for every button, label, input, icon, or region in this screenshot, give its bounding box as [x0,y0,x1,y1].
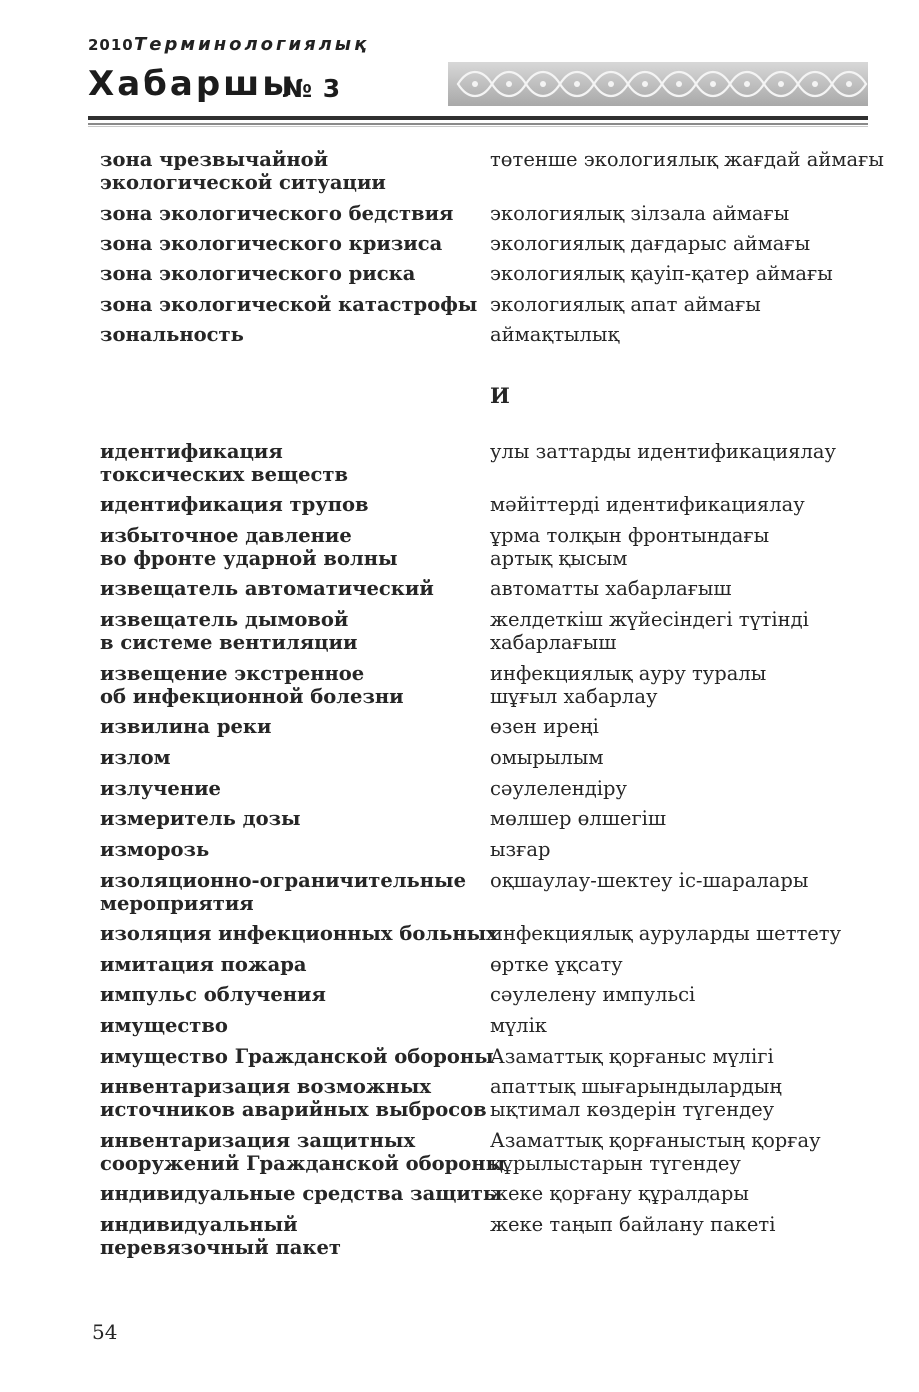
term-kazakh: желдеткіш жүйесіндегі түтінді хабарлағыш [490,608,809,654]
page-number: 54 [92,1320,118,1344]
term-kazakh: оқшаулау-шектеу іс-шаралары [490,869,809,892]
term-russian: зона экологического кризиса [100,232,443,255]
term-russian: имитация пожара [100,953,307,976]
term-russian: индивидуальный перевязочный пакет [100,1213,341,1259]
term-russian: измеритель дозы [100,807,301,830]
term-russian: извещатель дымовой в системе вентиляции [100,608,358,654]
section-letter: И [490,383,510,408]
term-kazakh: Азаматтық қорғаныстың қорғау құрылыстарын түгендеу [490,1129,821,1175]
ornament-pattern-icon [448,62,868,106]
term-russian: извещение экстренное об инфекционной болезни [100,662,404,708]
term-russian: избыточное давление во фронте ударной волны [100,524,398,570]
term-kazakh: ызғар [490,838,551,861]
term-kazakh: мәйіттерді идентификациялау [490,493,805,516]
term-kazakh: өзен иреңі [490,715,599,738]
header-rule-hairline [88,126,868,127]
term-kazakh: жеке қорғану құралдары [490,1182,749,1205]
term-russian: излом [100,746,171,769]
term-russian: изоляционно-ограничительные мероприятия [100,869,466,915]
term-kazakh: Азаматтық қорғаныс мүлігі [490,1045,774,1068]
term-russian: зона экологического риска [100,262,416,285]
term-kazakh: инфекциялық ауруларды шеттету [490,922,842,945]
term-russian: имущество Гражданской обороны [100,1045,494,1068]
term-kazakh: аймақтылық [490,323,620,346]
term-russian: инвентаризация защитных сооружений Гражданской обороны [100,1129,506,1175]
term-kazakh: сәулелендіру [490,777,627,800]
term-kazakh: мөлшер өлшегіш [490,807,667,830]
term-kazakh: сәулелену импульсі [490,983,696,1006]
term-kazakh: инфекциялық ауру туралы шұғыл хабарлау [490,662,767,708]
header-year: 2010 [88,36,134,54]
term-russian: индивидуальные средства защиты [100,1182,503,1205]
term-russian: импульс облучения [100,983,326,1006]
term-kazakh: экологиялық қауіп-қатер аймағы [490,262,833,285]
term-kazakh: жеке таңып байлану пакеті [490,1213,776,1236]
term-russian: зональность [100,323,244,346]
term-kazakh: экологиялық апат аймағы [490,293,761,316]
term-kazakh: улы заттарды идентификациялау [490,440,836,463]
term-russian: имущество [100,1014,228,1037]
header-issue-number: № 3 [282,74,342,103]
term-kazakh: экологиялық дағдарыс аймағы [490,232,811,255]
term-russian: изоляция инфекционных больных [100,922,498,945]
ornament-band [448,62,868,106]
term-russian: извилина реки [100,715,272,738]
term-kazakh: омырылым [490,746,604,769]
header-subtitle: Терминологиялық [134,34,370,55]
term-kazakh: мүлік [490,1014,547,1037]
term-kazakh: төтенше экологиялық жағдай аймағы [490,148,884,171]
term-kazakh: экологиялық зілзала аймағы [490,202,790,225]
header-rule-thick [88,116,868,120]
term-russian: зона чрезвычайной экологической ситуации [100,148,386,194]
term-russian: изморозь [100,838,210,861]
term-russian: идентификация токсических веществ [100,440,348,486]
term-russian: излучение [100,777,221,800]
term-russian: инвентаризация возможных источников аварийных выбросов [100,1075,487,1121]
term-russian: зона экологического бедствия [100,202,454,225]
term-kazakh: өртке ұқсату [490,953,623,976]
term-kazakh: апаттық шығарындылардың ықтимал көздерін түгендеу [490,1075,782,1121]
page-header [88,36,868,126]
header-rule-thin [88,123,868,125]
term-russian: идентификация трупов [100,493,369,516]
header-title: Хабаршы [88,64,297,104]
term-russian: извещатель автоматический [100,577,434,600]
term-kazakh: автоматты хабарлағыш [490,577,732,600]
term-russian: зона экологической катастрофы [100,293,478,316]
term-kazakh: ұрма толқын фронтындағы артық қысым [490,524,770,570]
